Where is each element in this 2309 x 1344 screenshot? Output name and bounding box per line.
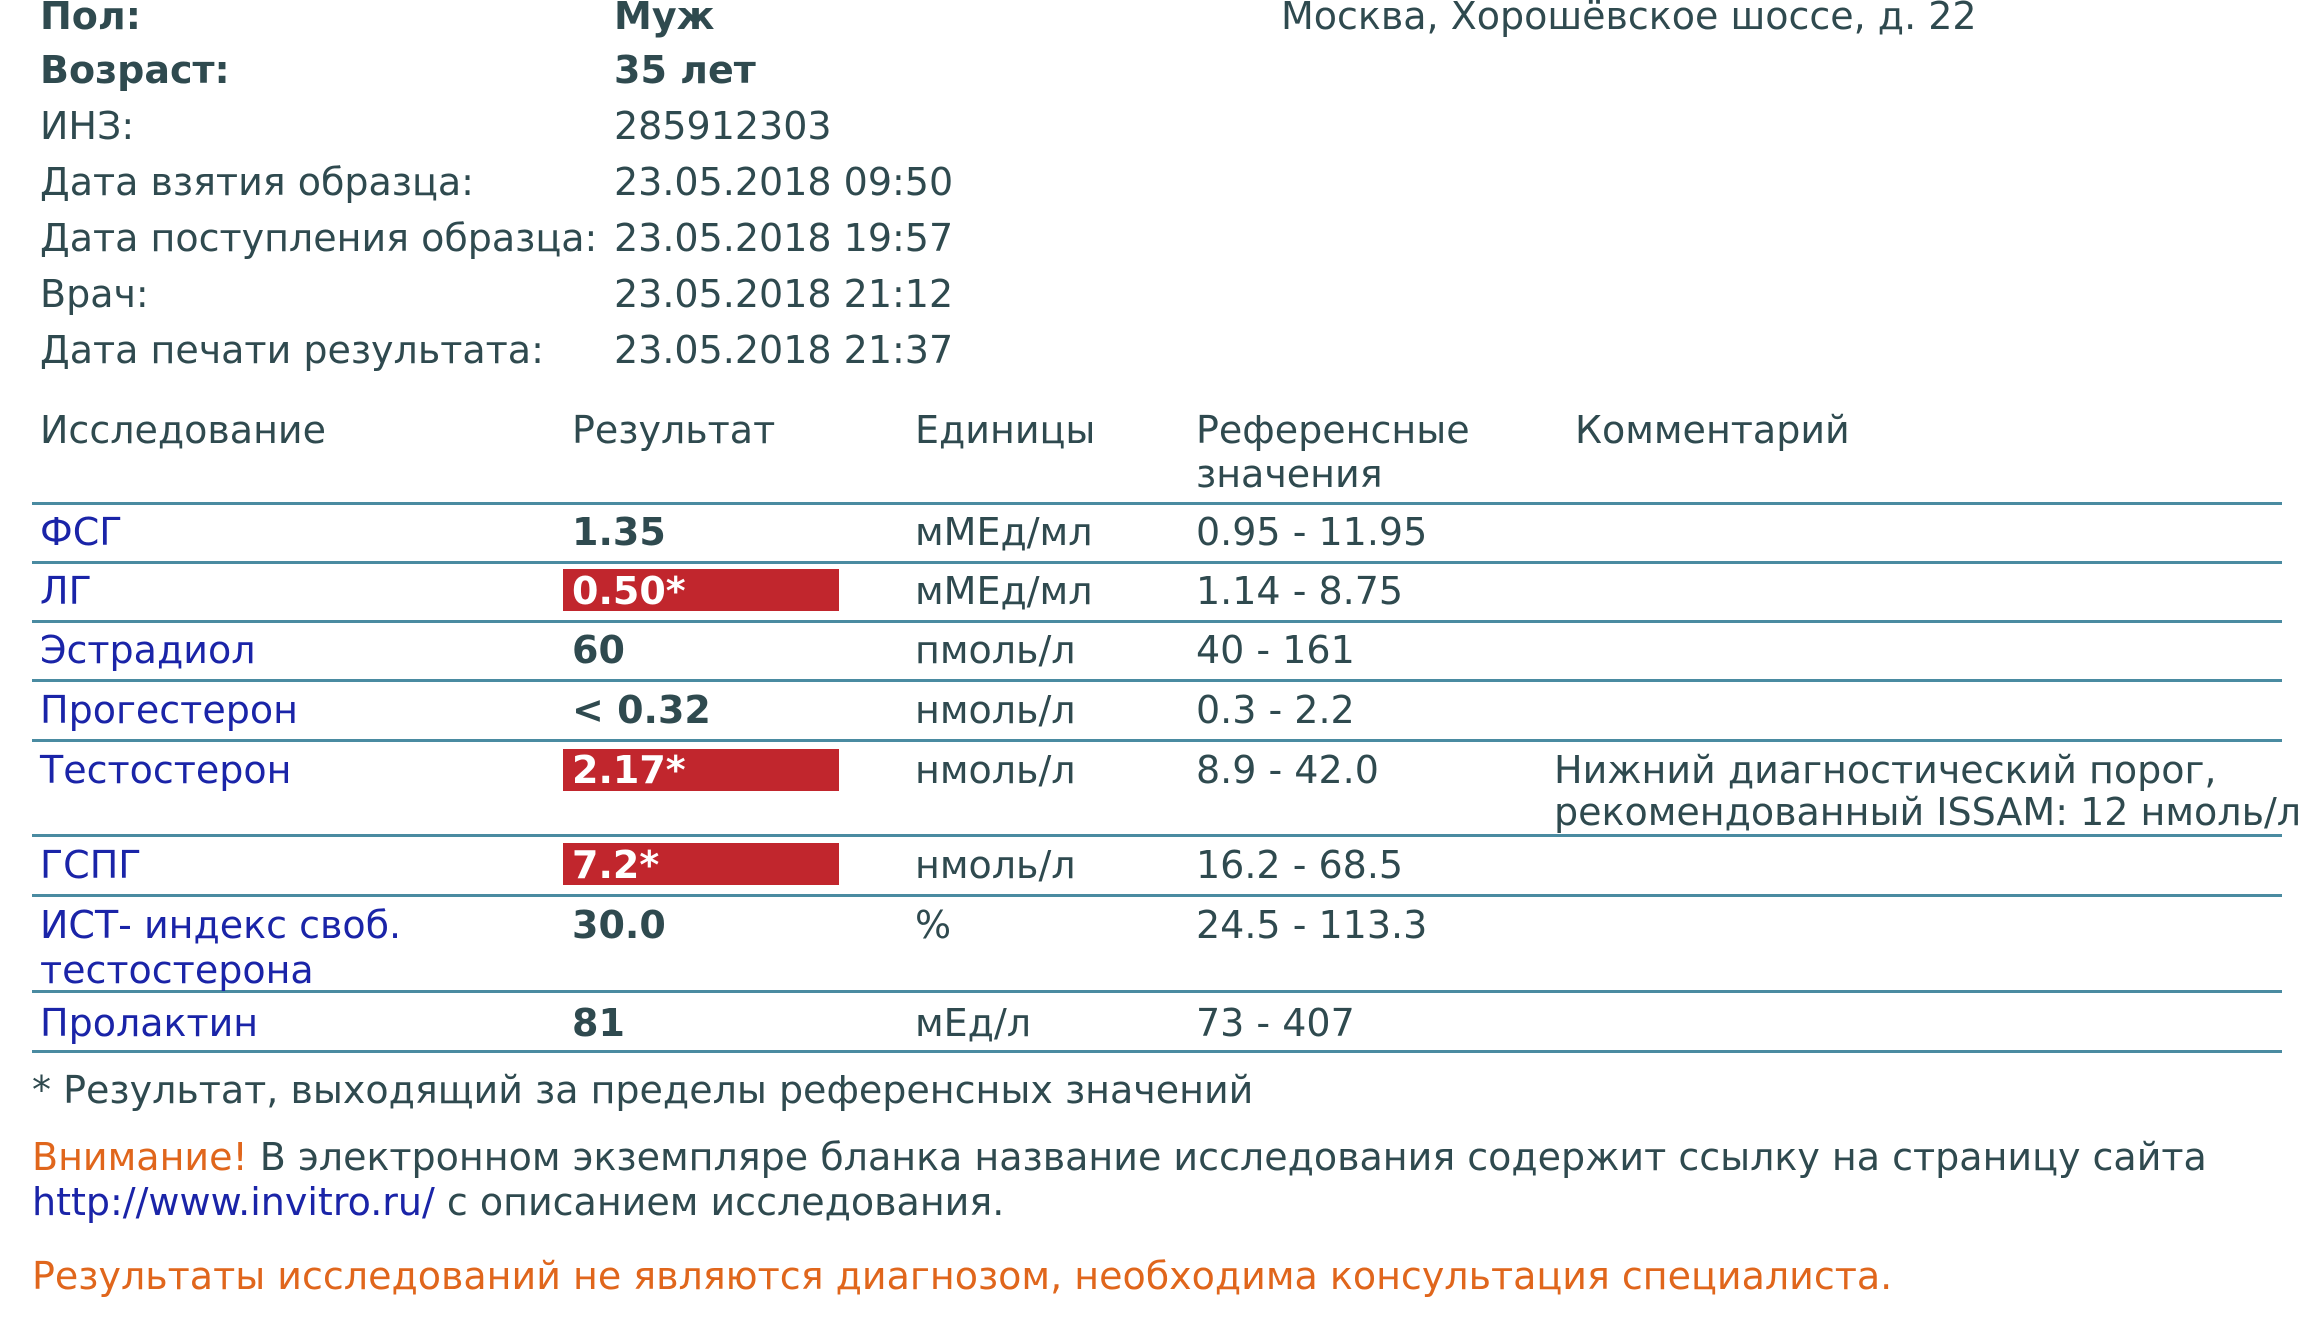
test-name-link[interactable]: Тестостерон [40, 748, 292, 792]
table-rule [32, 990, 2282, 993]
units-value: нмоль/л [915, 688, 1076, 732]
disclaimer: Результаты исследований не являются диагнозом, необходима консультация специалиста. [32, 1254, 1893, 1298]
test-name-link[interactable]: ФСГ [40, 510, 123, 554]
print-date-value: 23.05.2018 21:37 [614, 328, 954, 372]
units-value: пмоль/л [915, 628, 1076, 672]
table-rule [32, 739, 2282, 742]
sample-taken-value: 23.05.2018 09:50 [614, 160, 954, 204]
units-value: нмоль/л [915, 843, 1076, 887]
header-comment: Комментарий [1575, 408, 1850, 452]
lab-address: Москва, Хорошёвское шоссе, д. 22 [1281, 0, 1977, 38]
test-name-link-line1[interactable]: ИСТ- индекс своб. [40, 903, 402, 947]
warning-prefix: Внимание! [32, 1135, 248, 1179]
test-name-link[interactable]: Прогестерон [40, 688, 298, 732]
reference-value: 8.9 - 42.0 [1196, 748, 1379, 792]
table-rule [32, 679, 2282, 682]
reference-value: 73 - 407 [1196, 1001, 1355, 1045]
reference-value: 1.14 - 8.75 [1196, 569, 1404, 613]
website-link[interactable]: http://www.invitro.ru/ [32, 1180, 435, 1224]
warning-line2 [32, 1180, 1004, 1224]
units-value: % [915, 903, 952, 947]
result-value-flagged: 2.17* [572, 748, 686, 792]
reference-value: 0.3 - 2.2 [1196, 688, 1355, 732]
sex-label: Пол: [40, 0, 141, 38]
header-reference-line1: Референсные [1196, 408, 1470, 452]
result-value: < 0.32 [572, 688, 711, 732]
link-suffix: с описанием исследования. [434, 1180, 1005, 1224]
print-date-label: Дата печати результата: [40, 328, 544, 372]
table-rule [32, 1050, 2282, 1053]
reference-value: 24.5 - 113.3 [1196, 903, 1428, 947]
table-rule [32, 561, 2282, 564]
test-name-link-line2[interactable]: тестостерона [40, 948, 314, 992]
result-value-flagged: 7.2* [572, 843, 660, 887]
header-test: Исследование [40, 408, 327, 452]
inz-label: ИНЗ: [40, 104, 135, 148]
age-value: 35 лет [614, 48, 756, 92]
table-rule [32, 502, 2282, 505]
test-name-link[interactable]: Пролактин [40, 1001, 259, 1045]
sample-received-label: Дата поступления образца: [40, 216, 598, 260]
result-value: 60 [572, 628, 625, 672]
units-value: мМЕд/мл [915, 569, 1093, 613]
doctor-value: 23.05.2018 21:12 [614, 272, 954, 316]
footnote: * Результат, выходящий за пределы референсных значений [32, 1068, 1254, 1112]
table-rule [32, 834, 2282, 837]
header-result: Результат [572, 408, 776, 452]
test-name-link[interactable]: Эстрадиол [40, 628, 256, 672]
reference-value: 16.2 - 68.5 [1196, 843, 1404, 887]
units-value: мЕд/л [915, 1001, 1032, 1045]
result-value-flagged: 0.50* [572, 569, 686, 613]
warning-text: В электронном экземпляре бланка название исследования содержит ссылку на страницу сайта [247, 1135, 2207, 1179]
test-name-link[interactable]: ЛГ [40, 569, 92, 613]
result-value: 81 [572, 1001, 625, 1045]
test-name-link[interactable]: ГСПГ [40, 843, 142, 887]
doctor-label: Врач: [40, 272, 149, 316]
header-reference-line2: значения [1196, 452, 1383, 496]
result-value: 30.0 [572, 903, 666, 947]
age-label: Возраст: [40, 48, 230, 92]
units-value: нмоль/л [915, 748, 1076, 792]
comment-line2: рекомендованный ISSAM: 12 нмоль/л [1554, 790, 2302, 834]
result-value: 1.35 [572, 510, 666, 554]
warning-line1 [32, 1135, 2207, 1179]
reference-value: 0.95 - 11.95 [1196, 510, 1428, 554]
units-value: мМЕд/мл [915, 510, 1093, 554]
reference-value: 40 - 161 [1196, 628, 1355, 672]
inz-value: 285912303 [614, 104, 832, 148]
header-units: Единицы [915, 408, 1096, 452]
comment-line1: Нижний диагностический порог, [1554, 748, 2217, 792]
sex-value: Муж [614, 0, 715, 38]
table-rule [32, 620, 2282, 623]
sample-taken-label: Дата взятия образца: [40, 160, 474, 204]
table-rule [32, 894, 2282, 897]
sample-received-value: 23.05.2018 19:57 [614, 216, 954, 260]
